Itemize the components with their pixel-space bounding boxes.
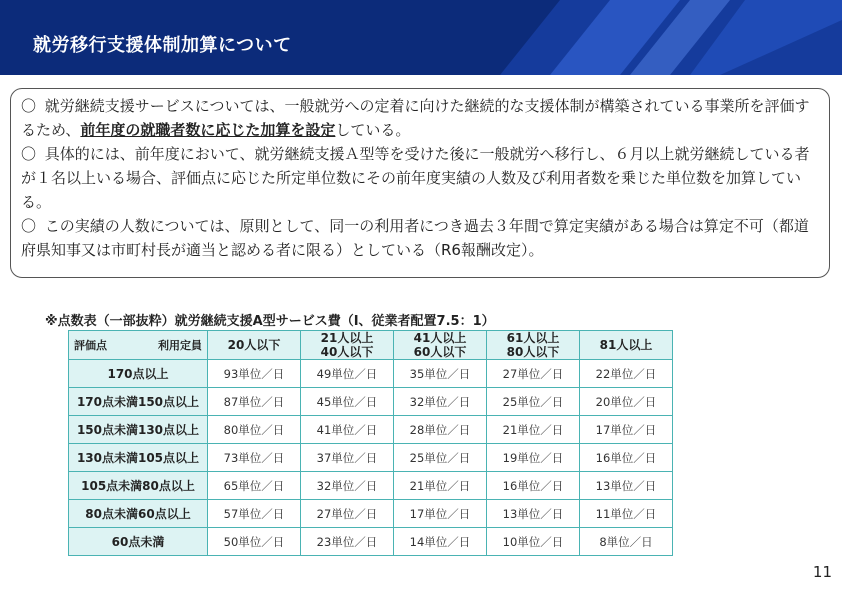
table-cell: 17単位／日 [394, 500, 487, 528]
page-number: 11 [812, 563, 832, 581]
table-cell: 21単位／日 [394, 472, 487, 500]
column-header-line: 40人以下 [320, 345, 374, 359]
column-header-line: 21人以上 [320, 331, 374, 345]
paragraph-2-text: 具体的には、前年度において、就労継続支援Ａ型等を受けた後に一般就労へ移行し、６月以上就労継続している者が１名以上いる場合、評価点に応じた所定単位数にその前年度実績の人数及び利用者数を乗じた単位数を加算している。 [21, 145, 810, 211]
table-row [69, 360, 673, 388]
table-cell: 21単位／日 [487, 416, 580, 444]
corner-header-cell [69, 331, 208, 360]
table-cell: 65単位／日 [208, 472, 301, 500]
score-table [68, 330, 673, 556]
paragraph-3-text: この実績の人数については、原則として、同一の利用者につき過去３年間で算定実績がある場合は算定不可（都道府県知事又は市町村長が適当と認める者に限る）としている（R6報酬改定）。 [21, 217, 809, 259]
table-cell: 27単位／日 [301, 500, 394, 528]
paragraph-1-tail: している。 [335, 121, 411, 139]
column-header [208, 331, 301, 360]
score-label: 評価点 [74, 339, 107, 352]
table-row [69, 416, 673, 444]
table-cell: 87単位／日 [208, 388, 301, 416]
table-cell: 32単位／日 [394, 388, 487, 416]
column-header-line: 61人以上 [506, 331, 560, 345]
table-row [69, 500, 673, 528]
table-row [69, 472, 673, 500]
bullet-circle: 〇 [21, 145, 37, 163]
table-cell: 93単位／日 [208, 360, 301, 388]
table-cell: 22単位／日 [580, 360, 673, 388]
column-header [580, 331, 673, 360]
table-cell: 20単位／日 [580, 388, 673, 416]
table-cell: 25単位／日 [394, 444, 487, 472]
table-cell: 11単位／日 [580, 500, 673, 528]
paragraph-2 [21, 142, 819, 214]
row-header: 130点未満105点以上 [69, 444, 208, 472]
table-cell: 28単位／日 [394, 416, 487, 444]
table-cell: 73単位／日 [208, 444, 301, 472]
table-row [69, 444, 673, 472]
row-header: 170点未満150点以上 [69, 388, 208, 416]
table-cell: 17単位／日 [580, 416, 673, 444]
table-cell: 50単位／日 [208, 528, 301, 556]
paragraph-1-text: 就労継続支援サービスについては、一般就労への定着に向けた継続的な支援体制が構築されている事業所を評価するため、 [21, 97, 810, 139]
table-cell: 41単位／日 [301, 416, 394, 444]
bullet-circle: 〇 [21, 97, 37, 115]
row-header: 80点未満60点以上 [69, 500, 208, 528]
table-cell: 45単位／日 [301, 388, 394, 416]
column-header-line: 20人以下 [227, 338, 281, 352]
table-cell: 8単位／日 [580, 528, 673, 556]
table-cell: 57単位／日 [208, 500, 301, 528]
column-header [394, 331, 487, 360]
column-header-line: 80人以下 [506, 345, 560, 359]
paragraph-3 [21, 214, 819, 262]
table-cell: 16単位／日 [487, 472, 580, 500]
paragraph-1 [21, 94, 819, 142]
table-row [69, 528, 673, 556]
column-header-line: 41人以上 [413, 331, 467, 345]
column-header-line: 60人以下 [413, 345, 467, 359]
table-header-row [69, 331, 673, 360]
column-header [301, 331, 394, 360]
table-cell: 13単位／日 [487, 500, 580, 528]
table-caption: ※点数表（一部抜粋）就労継続支援A型サービス費（Ⅰ、従業者配置7.5：1） [45, 314, 495, 329]
row-header: 60点未満 [69, 528, 208, 556]
column-header [487, 331, 580, 360]
paragraph-1-emphasis: 前年度の就職者数に応じた加算を設定 [80, 121, 336, 139]
row-header: 170点以上 [69, 360, 208, 388]
bullet-circle: 〇 [21, 217, 37, 235]
page-title: 就労移行支援体制加算について [33, 35, 292, 56]
table-cell: 27単位／日 [487, 360, 580, 388]
table-row [69, 388, 673, 416]
capacity-label: 利用定員 [158, 339, 202, 352]
table-cell: 80単位／日 [208, 416, 301, 444]
table-cell: 49単位／日 [301, 360, 394, 388]
table-cell: 32単位／日 [301, 472, 394, 500]
table-cell: 19単位／日 [487, 444, 580, 472]
slide-header [0, 0, 842, 75]
table-cell: 13単位／日 [580, 472, 673, 500]
table-cell: 23単位／日 [301, 528, 394, 556]
row-header: 150点未満130点以上 [69, 416, 208, 444]
column-header-line: 81人以上 [599, 338, 653, 352]
summary-box [10, 88, 830, 278]
row-header: 105点未満80点以上 [69, 472, 208, 500]
table-cell: 14単位／日 [394, 528, 487, 556]
table-cell: 16単位／日 [580, 444, 673, 472]
table-cell: 37単位／日 [301, 444, 394, 472]
table-cell: 10単位／日 [487, 528, 580, 556]
table-cell: 25単位／日 [487, 388, 580, 416]
table-cell: 35単位／日 [394, 360, 487, 388]
